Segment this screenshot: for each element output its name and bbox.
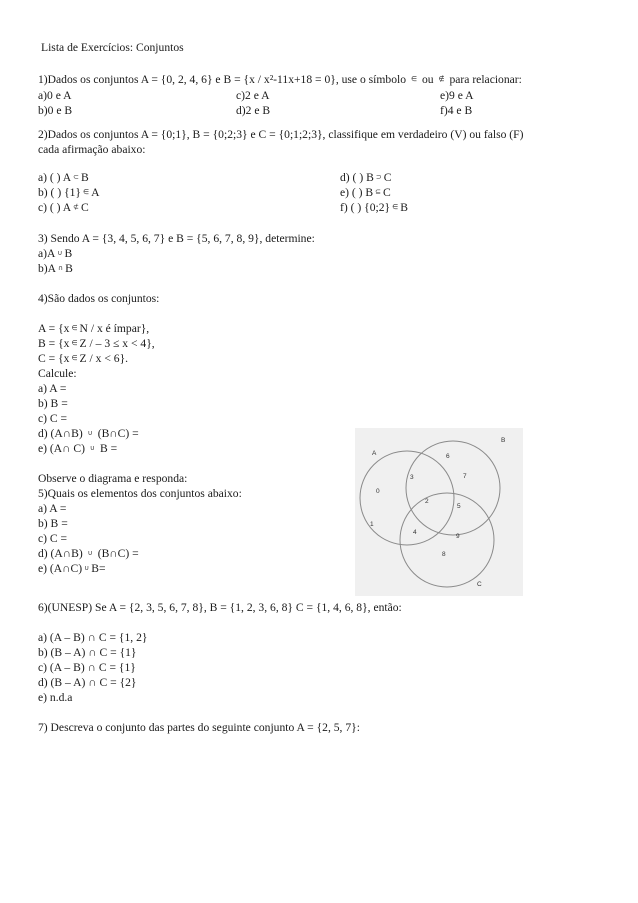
question-1-or: ou: [421, 73, 434, 86]
q5-item-c: c) C =: [38, 532, 68, 545]
q4-set-a-post: N / x é ímpar},: [79, 322, 150, 335]
q4-set-b-pre: B = {x: [38, 337, 70, 350]
q1-item-e: e)9 e A: [440, 89, 474, 102]
q5-item-d: [38, 547, 139, 562]
q2-item-b-post: A: [91, 186, 100, 199]
q1-item-f: f)4 e B: [440, 104, 473, 117]
q5-item-e-post: B=: [91, 562, 106, 575]
q4-set-c-pre: C = {x: [38, 352, 70, 365]
question-5-statement: 5)Quais os elementos dos conjuntos abaixo:: [38, 487, 242, 500]
q2-item-e-post: C: [383, 186, 391, 199]
union-symbol: ∪: [87, 429, 93, 437]
q6-option-c: c) (A – B) ∩ C = {1}: [38, 661, 136, 674]
q5-item-e-pre: e) (A∩C): [38, 562, 83, 575]
q5-item-d-pre: d) (A∩B): [38, 547, 83, 560]
q2-item-a: [38, 171, 89, 186]
not-element-of-symbol: ∉: [438, 75, 445, 83]
intersection-symbol: ∩: [58, 264, 64, 272]
q2-item-b: [38, 186, 100, 201]
subset-symbol: ⊂: [73, 173, 80, 181]
superset-symbol: ⊃: [375, 173, 382, 181]
union-symbol: ∪: [84, 564, 90, 572]
q3-item-b: [38, 262, 73, 277]
venn-number-5: 5: [457, 503, 461, 510]
venn-number-2: 2: [425, 498, 429, 505]
element-of-symbol: ∈: [71, 324, 78, 332]
q4-calculate-label: Calcule:: [38, 367, 77, 380]
q1-item-a: a)0 e A: [38, 89, 72, 102]
q2-item-f-pre: f) ( ) {0;2}: [340, 201, 391, 214]
q2-item-a-post: B: [81, 171, 89, 184]
not-subset-symbol: ⊄: [73, 203, 80, 211]
element-of-symbol: ∈: [410, 75, 418, 83]
q2-item-c-post: C: [81, 201, 89, 214]
venn-number-6: 6: [446, 453, 450, 460]
q1-item-b: b)0 e B: [38, 104, 73, 117]
venn-number-8: 8: [442, 551, 446, 558]
venn-number-7: 7: [463, 473, 467, 480]
q5-item-d-post: (B∩C) =: [97, 547, 139, 560]
venn-number-4: 4: [413, 529, 417, 536]
q4-set-c: [38, 352, 128, 367]
q5-item-b: b) B =: [38, 517, 68, 530]
q4-item-a: a) A =: [38, 382, 67, 395]
q2-item-b-pre: b) ( ) {1}: [38, 186, 82, 199]
union-symbol: ∪: [57, 249, 63, 257]
page-title: Lista de Exercícios: Conjuntos: [41, 41, 184, 54]
q4-item-e-post: B =: [99, 442, 118, 455]
element-of-symbol: ∈: [71, 354, 78, 362]
question-2-line-1: 2)Dados os conjuntos A = {0;1}, B = {0;2;3} e C = {0;1;2;3}, classifique em verdadeiro (V) ou falso (F): [38, 128, 524, 141]
q2-item-f-post: B: [400, 201, 408, 214]
q5-item-a: a) A =: [38, 502, 67, 515]
question-1-text: 1)Dados os conjuntos A = {0, 2, 4, 6} e B = {x / x²-11x+18 = 0}, use o símbolo: [38, 73, 407, 86]
q3-item-b-pre: b)A: [38, 262, 57, 275]
question-6-statement: 6)(UNESP) Se A = {2, 3, 5, 6, 7, 8}, B = {1, 2, 3, 6, 8} C = {1, 4, 6, 8}, então:: [38, 601, 402, 614]
question-7-statement: 7) Descreva o conjunto das partes do seguinte conjunto A = {2, 5, 7}:: [38, 721, 360, 734]
subset-equal-symbol: ⊆: [375, 188, 382, 196]
question-3-statement: 3) Sendo A = {3, 4, 5, 6, 7} e B = {5, 6, 7, 8, 9}, determine:: [38, 232, 315, 245]
q4-item-d-pre: d) (A∩B): [38, 427, 83, 440]
q1-item-c: c)2 e A: [236, 89, 270, 102]
q2-item-c: [38, 201, 89, 216]
union-symbol: ∪: [87, 549, 93, 557]
q2-item-f: [340, 201, 408, 216]
q1-item-d: d)2 e B: [236, 104, 271, 117]
q4-set-a-pre: A = {x: [38, 322, 70, 335]
element-of-symbol: ∈: [392, 203, 399, 211]
q2-item-a-pre: a) ( ) A: [38, 171, 72, 184]
q4-item-d: [38, 427, 139, 442]
q4-set-a: [38, 322, 149, 337]
q2-item-d-post: C: [383, 171, 392, 184]
q2-item-e: [340, 186, 391, 201]
question-2-line-2: cada afirmação abaixo:: [38, 143, 146, 156]
q6-option-a: a) (A – B) ∩ C = {1, 2}: [38, 631, 148, 644]
venn-number-0: 0: [376, 488, 380, 495]
q3-item-a-pre: a)A: [38, 247, 56, 260]
q3-item-b-post: B: [65, 262, 73, 275]
question-4-statement: 4)São dados os conjuntos:: [38, 292, 160, 305]
q4-set-b: [38, 337, 155, 352]
question-1-tail: para relacionar:: [449, 73, 522, 86]
q4-item-e-pre: e) (A∩ C): [38, 442, 86, 455]
q4-set-c-post: Z / x < 6}.: [79, 352, 129, 365]
q6-option-d: d) (B – A) ∩ C = {2}: [38, 676, 137, 689]
venn-diagram: [355, 428, 523, 596]
venn-number-9: 9: [456, 533, 460, 540]
q4-item-b: b) B =: [38, 397, 68, 410]
venn-diagram-svg: [355, 428, 523, 596]
q4-item-c: c) C =: [38, 412, 68, 425]
q2-item-e-pre: e) ( ) B: [340, 186, 374, 199]
q4-set-b-post: Z / – 3 ≤ x < 4},: [79, 337, 155, 350]
q6-option-b: b) (B – A) ∩ C = {1}: [38, 646, 137, 659]
set-a-label: A: [372, 450, 377, 457]
q5-observe-text: Observe o diagrama e responda:: [38, 472, 188, 485]
set-c-circle: [400, 493, 494, 587]
set-c-label: C: [477, 581, 482, 588]
q4-item-e: [38, 442, 117, 457]
q4-item-d-post: (B∩C) =: [97, 427, 139, 440]
q2-item-d: [340, 171, 391, 186]
q6-option-e: e) n.d.a: [38, 691, 73, 704]
q2-item-c-pre: c) ( ) A: [38, 201, 72, 214]
set-b-label: B: [501, 437, 506, 444]
element-of-symbol: ∈: [83, 188, 90, 196]
question-1-statement: [38, 73, 522, 88]
union-symbol: ∪: [89, 444, 96, 452]
q3-item-a: [38, 247, 72, 262]
q5-item-e: [38, 562, 106, 577]
venn-number-1: 1: [370, 521, 374, 528]
q2-item-d-pre: d) ( ) B: [340, 171, 374, 184]
q3-item-a-post: B: [64, 247, 73, 260]
venn-number-3: 3: [410, 474, 414, 481]
element-of-symbol: ∈: [71, 339, 78, 347]
